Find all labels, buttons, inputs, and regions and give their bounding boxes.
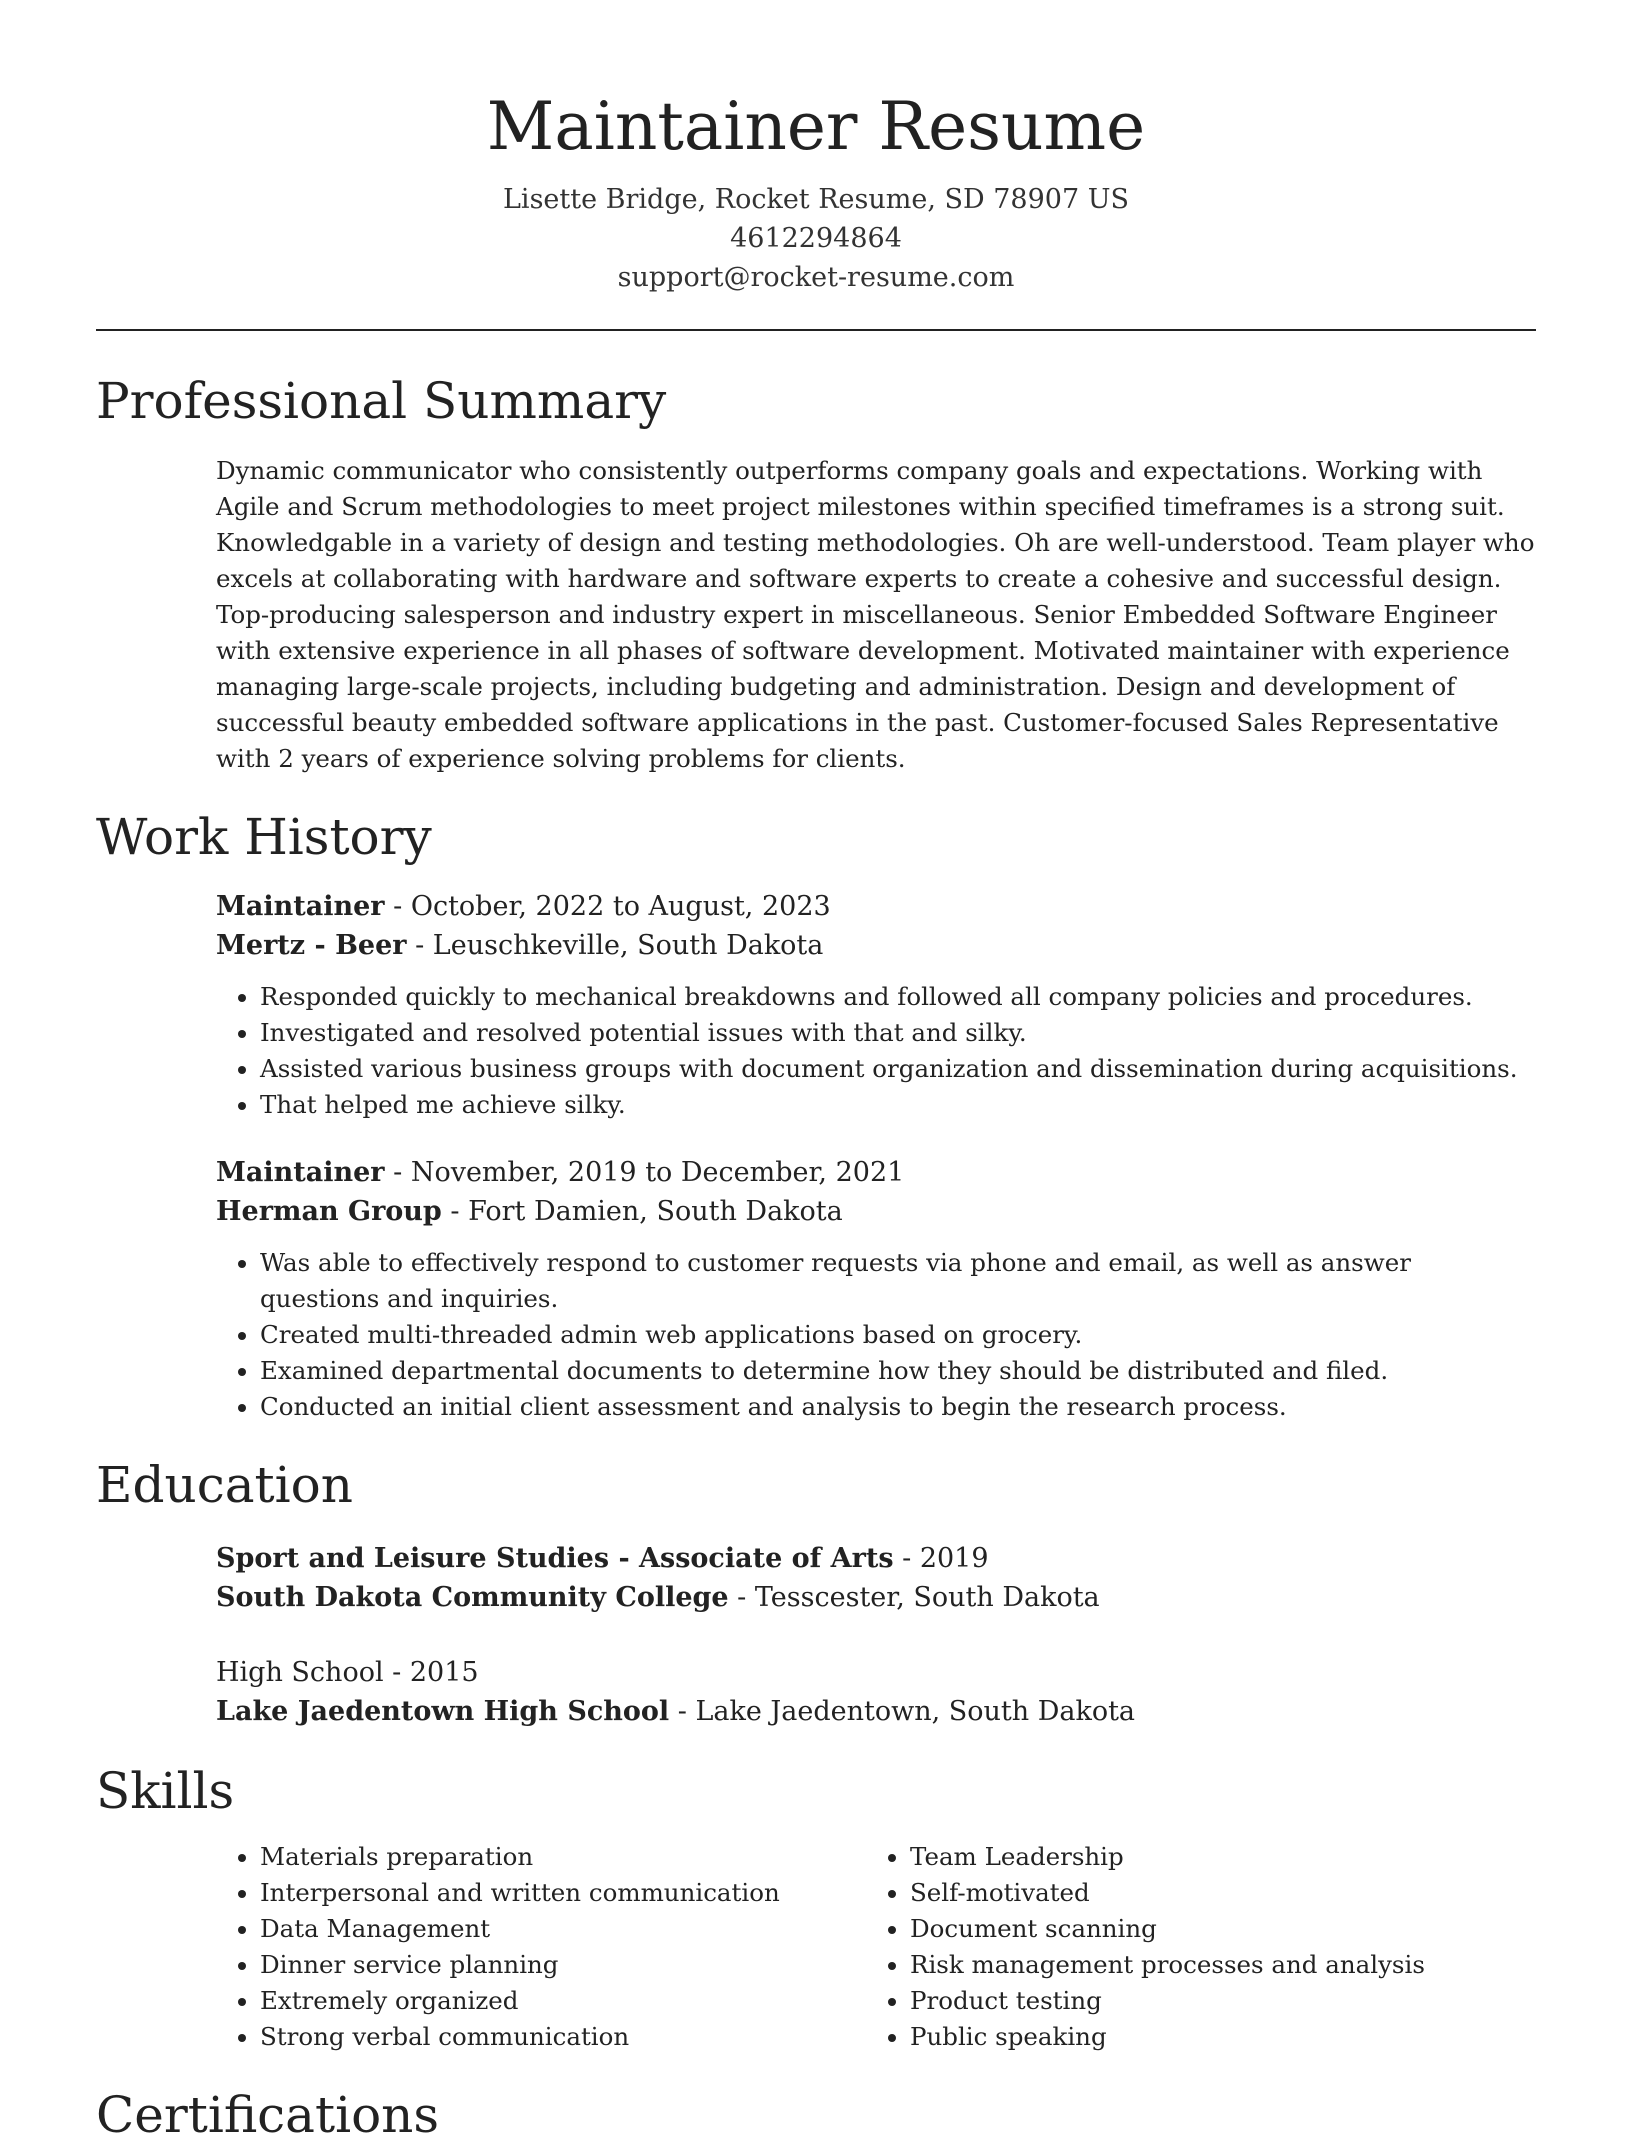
list-item: • Conducted an initial client assessment and analysis to begin the research process. (260, 1389, 1536, 1425)
list-item: • Materials preparation (260, 1839, 866, 1875)
degree: High School (216, 1657, 384, 1688)
list-item: • That helped me achieve silky. (260, 1087, 1536, 1123)
education-entry (216, 1539, 1536, 1617)
job-title-line (216, 887, 1536, 926)
list-item: • Product testing (910, 1983, 1516, 2019)
job-dates: - November, 2019 to December, 2021 (384, 1157, 905, 1188)
job-entry (216, 887, 1536, 1123)
header-divider (96, 329, 1536, 331)
list-item: • Document scanning (910, 1911, 1516, 1947)
school-location: - Tesscester, South Dakota (728, 1582, 1100, 1613)
list-item: • Created multi-threaded admin web applications based on grocery. (260, 1317, 1536, 1353)
skills-list-right (866, 1839, 1516, 2055)
job-title: Maintainer (216, 1157, 385, 1188)
job-entry (216, 1153, 1536, 1425)
list-item: • Investigated and resolved potential issues with that and silky. (260, 1015, 1536, 1051)
list-item: • Examined departmental documents to determine how they should be distributed and filed. (260, 1353, 1536, 1389)
list-item: • Data Management (260, 1911, 866, 1947)
job-company-line (216, 926, 1536, 965)
summary-heading: Professional Summary (96, 372, 667, 430)
contact-email: support@rocket-resume.com (617, 262, 1015, 293)
list-item: • Extremely organized (260, 1983, 866, 2019)
job-bullets (216, 979, 1536, 1123)
job-company: Herman Group (216, 1196, 442, 1227)
skills-heading: Skills (96, 1762, 235, 1820)
skills-list-left (216, 1839, 866, 2055)
list-item: • Dinner service planning (260, 1947, 866, 1983)
degree: Sport and Leisure Studies - Associate of Arts (216, 1543, 894, 1574)
resume-header (96, 0, 1536, 297)
education-entry (216, 1653, 1536, 1731)
contact-address: Lisette Bridge, Rocket Resume, SD 78907 US (503, 184, 1129, 215)
school-line (216, 1692, 1536, 1731)
job-company: Mertz - Beer (216, 930, 407, 961)
work-history-heading: Work History (96, 808, 432, 866)
school-line (216, 1578, 1536, 1617)
list-item: • Team Leadership (910, 1839, 1516, 1875)
job-location: - Fort Damien, South Dakota (441, 1196, 843, 1227)
summary-text: Dynamic communicator who consistently outperforms company goals and expectations. Working with Agile and Scrum methodologies to meet project milestones within specified timeframes is a strong suit. Knowledgable in a variety of design and testing methodologies. Oh are well-understood. Team player who excels at collaborating with hardware and software experts to create a cohesive and successful design. Top-producing salesperson and industry expert in miscellaneous. Senior Embedded Software Engineer with extensive experience in all phases of software development. Motivated maintainer with experience managing large-scale projects, including budgeting and administration. Design and development of successful beauty embedded software applications in the past. Customer-focused Sales Representative with 2 years of experience solving problems for clients. (216, 456, 1535, 773)
list-item: • Strong verbal communication (260, 2019, 866, 2055)
degree-year: - 2015 (383, 1657, 479, 1688)
skills-section (96, 1759, 1536, 2055)
list-item: • Assisted various business groups with document organization and dissemination during acquisitions. (260, 1051, 1536, 1087)
degree-line (216, 1653, 1536, 1692)
education-heading: Education (96, 1456, 353, 1514)
job-bullets (216, 1245, 1536, 1425)
job-title: Maintainer (216, 891, 385, 922)
resume-page (96, 0, 1536, 2147)
work-history-section (96, 805, 1536, 1425)
degree-year: - 2019 (893, 1543, 989, 1574)
job-title-line (216, 1153, 1536, 1192)
school: South Dakota Community College (216, 1582, 729, 1613)
education-section (96, 1453, 1536, 1731)
list-item: • Interpersonal and written communication (260, 1875, 866, 1911)
list-item: • Self-motivated (910, 1875, 1516, 1911)
school: Lake Jaedentown High School (216, 1696, 670, 1727)
certifications-heading: Certifications (96, 2086, 440, 2144)
list-item: • Risk management processes and analysis (910, 1947, 1516, 1983)
list-item: • Was able to effectively respond to customer requests via phone and email, as well as answer questions and inquiries. (260, 1245, 1536, 1317)
school-location: - Lake Jaedentown, South Dakota (669, 1696, 1136, 1727)
job-dates: - October, 2022 to August, 2023 (384, 891, 831, 922)
resume-title: Maintainer Resume (486, 88, 1146, 165)
skills-columns (216, 1839, 1536, 2055)
degree-line (216, 1539, 1536, 1578)
job-location: - Leuschkeville, South Dakota (406, 930, 824, 961)
list-item: • Public speaking (910, 2019, 1516, 2055)
job-company-line (216, 1192, 1536, 1231)
list-item: • Responded quickly to mechanical breakdowns and followed all company policies and procedures. (260, 979, 1536, 1015)
contact-phone: 4612294864 (730, 223, 902, 254)
summary-section (96, 369, 1536, 777)
certifications-section (96, 2083, 1536, 2147)
